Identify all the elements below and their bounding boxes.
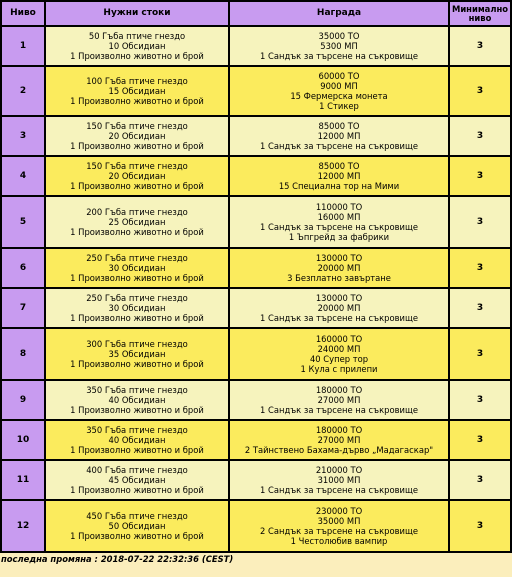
header-min-level-text: Минимално ниво bbox=[451, 3, 509, 23]
goods-cell bbox=[46, 197, 228, 247]
goods-cell bbox=[46, 501, 228, 551]
goods-line: 30 Обсидиан bbox=[108, 263, 166, 273]
level-cell: 11 bbox=[2, 461, 44, 499]
reward-line: 1 Сандък за търсене на съкровище bbox=[260, 222, 418, 232]
reward-cell bbox=[230, 157, 448, 195]
reward-line: 1 Ъпгрейд за фабрики bbox=[288, 232, 390, 242]
reward-cell bbox=[230, 249, 448, 287]
table-row bbox=[2, 421, 510, 459]
goods-line: 350 Гъба птиче гнездо bbox=[86, 425, 188, 435]
goods-line: 400 Гъба птиче гнездо bbox=[86, 465, 188, 475]
goods-cell bbox=[46, 249, 228, 287]
min-level-cell: 3 bbox=[450, 67, 510, 115]
header-goods: Нужни стоки bbox=[46, 2, 228, 25]
reward-line: 16000 МП bbox=[317, 212, 361, 222]
table-row bbox=[2, 461, 510, 499]
goods-cell bbox=[46, 381, 228, 419]
header-reward: Награда bbox=[230, 2, 448, 25]
reward-line: 24000 МП bbox=[317, 344, 361, 354]
min-level-cell: 3 bbox=[450, 289, 510, 327]
goods-line: 1 Произволно животно и брой bbox=[70, 359, 204, 369]
reward-cell bbox=[230, 289, 448, 327]
reward-line: 1 Сандък за търсене на съкровище bbox=[260, 141, 418, 151]
goods-line: 25 Обсидиан bbox=[108, 217, 166, 227]
reward-line: 3 Безплатно завъртане bbox=[287, 273, 391, 283]
level-cell: 12 bbox=[2, 501, 44, 551]
reward-line: 1 Сандък за търсене на съкровище bbox=[260, 405, 418, 415]
reward-line: 1 Кула с прилепи bbox=[300, 364, 378, 374]
min-level-cell: 3 bbox=[450, 117, 510, 155]
reward-line: 160000 TO bbox=[315, 334, 363, 344]
min-level-cell: 3 bbox=[450, 421, 510, 459]
reward-line: 5300 МП bbox=[320, 41, 358, 51]
goods-line: 450 Гъба птиче гнездо bbox=[86, 511, 188, 521]
min-level-cell: 3 bbox=[450, 197, 510, 247]
header-level: Ниво bbox=[2, 2, 44, 25]
goods-line: 40 Обсидиан bbox=[108, 395, 166, 405]
level-cell: 8 bbox=[2, 329, 44, 379]
reward-line: 2 Сандък за търсене на съкровище bbox=[260, 526, 418, 536]
reward-line: 20000 МП bbox=[317, 303, 361, 313]
goods-cell bbox=[46, 289, 228, 327]
goods-line: 30 Обсидиан bbox=[108, 303, 166, 313]
reward-cell bbox=[230, 381, 448, 419]
goods-line: 1 Произволно животно и брой bbox=[70, 445, 204, 455]
reward-line: 85000 TO bbox=[318, 121, 360, 131]
goods-line: 1 Произволно животно и брой bbox=[70, 227, 204, 237]
goods-line: 1 Произволно животно и брой bbox=[70, 531, 204, 541]
reward-line: 85000 TO bbox=[318, 161, 360, 171]
min-level-cell: 3 bbox=[450, 461, 510, 499]
goods-line: 10 Обсидиан bbox=[108, 41, 166, 51]
header-row bbox=[2, 2, 510, 25]
min-level-cell: 3 bbox=[450, 501, 510, 551]
reward-line: 9000 МП bbox=[320, 81, 358, 91]
reward-line: 60000 TO bbox=[318, 71, 360, 81]
reward-line: 130000 TO bbox=[315, 253, 363, 263]
level-cell: 3 bbox=[2, 117, 44, 155]
goods-line: 1 Произволно животно и брой bbox=[70, 485, 204, 495]
reward-line: 40 Супер тор bbox=[309, 354, 369, 364]
reward-line: 130000 TO bbox=[315, 293, 363, 303]
level-cell: 7 bbox=[2, 289, 44, 327]
goods-line: 15 Обсидиан bbox=[108, 86, 166, 96]
goods-line: 150 Гъба птиче гнездо bbox=[86, 161, 188, 171]
reward-line: 12000 МП bbox=[317, 171, 361, 181]
goods-cell bbox=[46, 27, 228, 65]
reward-line: 180000 TO bbox=[315, 385, 363, 395]
table-row bbox=[2, 67, 510, 115]
reward-line: 1 Сандък за търсене на съкровище bbox=[260, 485, 418, 495]
header-min-level bbox=[450, 2, 510, 25]
goods-cell bbox=[46, 117, 228, 155]
goods-line: 20 Обсидиан bbox=[108, 171, 166, 181]
reward-line: 15 Специална тор на Мими bbox=[278, 181, 400, 191]
table-row bbox=[2, 197, 510, 247]
goods-line: 350 Гъба птиче гнездо bbox=[86, 385, 188, 395]
table-row bbox=[2, 501, 510, 551]
goods-line: 40 Обсидиан bbox=[108, 435, 166, 445]
reward-cell bbox=[230, 329, 448, 379]
level-cell: 9 bbox=[2, 381, 44, 419]
goods-line: 250 Гъба птиче гнездо bbox=[86, 253, 188, 263]
goods-line: 300 Гъба птиче гнездо bbox=[86, 339, 188, 349]
table-row bbox=[2, 27, 510, 65]
reward-line: 12000 МП bbox=[317, 131, 361, 141]
reward-line: 110000 TO bbox=[315, 202, 363, 212]
reward-line: 35000 TO bbox=[318, 31, 360, 41]
goods-line: 35 Обсидиан bbox=[108, 349, 166, 359]
goods-cell bbox=[46, 329, 228, 379]
goods-line: 1 Произволно животно и брой bbox=[70, 313, 204, 323]
min-level-cell: 3 bbox=[450, 249, 510, 287]
reward-line: 15 Фермерска монета bbox=[290, 91, 388, 101]
level-cell: 10 bbox=[2, 421, 44, 459]
reward-line: 35000 МП bbox=[317, 516, 361, 526]
reward-cell bbox=[230, 421, 448, 459]
reward-line: 180000 TO bbox=[315, 425, 363, 435]
goods-line: 1 Произволно животно и брой bbox=[70, 51, 204, 61]
goods-line: 150 Гъба птиче гнездо bbox=[86, 121, 188, 131]
reward-line: 210000 TO bbox=[315, 465, 363, 475]
table-row bbox=[2, 289, 510, 327]
level-cell: 4 bbox=[2, 157, 44, 195]
goods-cell bbox=[46, 421, 228, 459]
goods-line: 20 Обсидиан bbox=[108, 131, 166, 141]
reward-line: 1 Честолюбив вампир bbox=[290, 536, 388, 546]
reward-line: 230000 TO bbox=[315, 506, 363, 516]
table-body bbox=[2, 27, 510, 551]
table-row bbox=[2, 157, 510, 195]
reward-line: 1 Сандък за търсене на съкровище bbox=[260, 313, 418, 323]
goods-line: 100 Гъба птиче гнездо bbox=[86, 76, 188, 86]
goods-line: 50 Обсидиан bbox=[108, 521, 166, 531]
goods-line: 200 Гъба птиче гнездо bbox=[86, 207, 188, 217]
min-level-cell: 3 bbox=[450, 27, 510, 65]
goods-line: 1 Произволно животно и брой bbox=[70, 273, 204, 283]
reward-line: 27000 МП bbox=[317, 395, 361, 405]
table-row bbox=[2, 381, 510, 419]
goods-cell bbox=[46, 461, 228, 499]
reward-line: 1 Стикер bbox=[319, 101, 359, 111]
goods-line: 50 Гъба птиче гнездо bbox=[88, 31, 186, 41]
table-row bbox=[2, 249, 510, 287]
min-level-cell: 3 bbox=[450, 381, 510, 419]
table-row bbox=[2, 117, 510, 155]
min-level-cell: 3 bbox=[450, 329, 510, 379]
reward-cell bbox=[230, 197, 448, 247]
level-cell: 2 bbox=[2, 67, 44, 115]
last-modified: последна промяна : 2018-07-22 22:32:36 (CEST) bbox=[1, 554, 234, 564]
level-cell: 6 bbox=[2, 249, 44, 287]
reward-line: 20000 МП bbox=[317, 263, 361, 273]
table-row bbox=[2, 329, 510, 379]
goods-line: 250 Гъба птиче гнездо bbox=[86, 293, 188, 303]
goods-line: 45 Обсидиан bbox=[108, 475, 166, 485]
reward-cell bbox=[230, 501, 448, 551]
reward-line: 1 Сандък за търсене на съкровище bbox=[260, 51, 418, 61]
goods-line: 1 Произволно животно и брой bbox=[70, 96, 204, 106]
goods-line: 1 Произволно животно и брой bbox=[70, 141, 204, 151]
reward-line: 27000 МП bbox=[317, 435, 361, 445]
goods-cell bbox=[46, 157, 228, 195]
goods-line: 1 Произволно животно и брой bbox=[70, 181, 204, 191]
goods-line: 1 Произволно животно и брой bbox=[70, 405, 204, 415]
reward-cell bbox=[230, 117, 448, 155]
goods-cell bbox=[46, 67, 228, 115]
reward-line: 2 Тайнствено Бахама-дърво „Мадагаскар" bbox=[244, 445, 434, 455]
reward-cell bbox=[230, 67, 448, 115]
reward-cell bbox=[230, 27, 448, 65]
reward-line: 31000 МП bbox=[317, 475, 361, 485]
reward-cell bbox=[230, 461, 448, 499]
level-cell: 5 bbox=[2, 197, 44, 247]
min-level-cell: 3 bbox=[450, 157, 510, 195]
level-cell: 1 bbox=[2, 27, 44, 65]
